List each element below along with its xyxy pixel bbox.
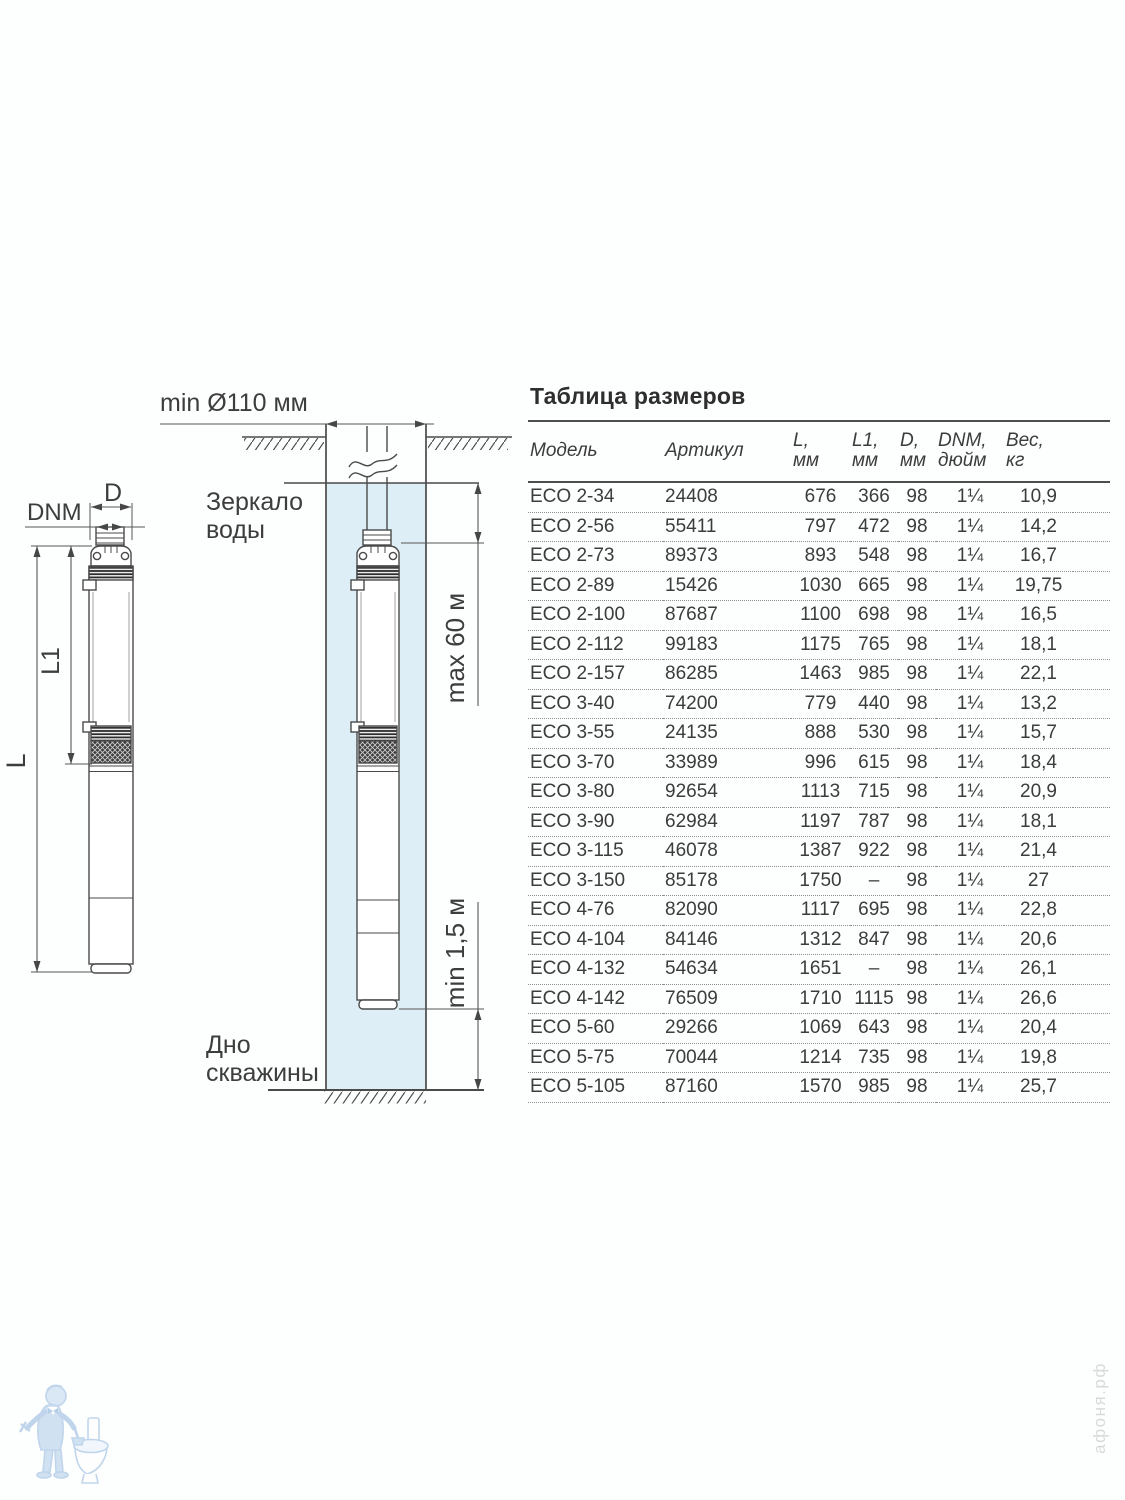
cell-L: 893 [791, 542, 850, 572]
plumber-mascot-watermark [14, 1380, 132, 1495]
pipe-break-icon [349, 465, 397, 478]
cell-L: 1651 [791, 955, 850, 985]
cell-DNM: 1¼ [936, 925, 1004, 955]
cell-L1: 715 [850, 778, 898, 808]
cell-weight: 16,7 [1004, 542, 1073, 572]
cell-DNM: 1¼ [936, 719, 1004, 749]
cell-D: 98 [898, 689, 936, 719]
table-row [528, 719, 1110, 749]
cell-spacer [1073, 807, 1110, 837]
table-row [528, 601, 1110, 631]
cell-model: ECO 3-70 [528, 748, 663, 778]
mascot-shoe [37, 1472, 51, 1478]
cell-D: 98 [898, 1073, 936, 1103]
table-row [528, 1043, 1110, 1073]
dim-d-label: D [104, 479, 123, 507]
table-row [528, 482, 1110, 512]
cell-spacer [1073, 689, 1110, 719]
dim-dnm-label: DNM [27, 499, 82, 526]
cell-DNM: 1¼ [936, 512, 1004, 542]
cell-D: 98 [898, 1043, 936, 1073]
cell-L: 1069 [791, 1014, 850, 1044]
cell-model: ECO 3-80 [528, 778, 663, 808]
table-row [528, 955, 1110, 985]
cell-DNM: 1¼ [936, 807, 1004, 837]
cell-model: ECO 4-132 [528, 955, 663, 985]
cell-L: 1175 [791, 630, 850, 660]
cell-DNM: 1¼ [936, 955, 1004, 985]
cell-spacer [1073, 1014, 1110, 1044]
cell-DNM: 1¼ [936, 748, 1004, 778]
toilet-base [82, 1474, 98, 1483]
cell-L: 1570 [791, 1073, 850, 1103]
cell-L: 1113 [791, 778, 850, 808]
col-header-model: Модель [528, 421, 663, 482]
cell-DNM: 1¼ [936, 630, 1004, 660]
cell-D: 98 [898, 896, 936, 926]
cell-article: 62984 [663, 807, 791, 837]
cell-L1: 615 [850, 748, 898, 778]
cell-D: 98 [898, 1014, 936, 1044]
cell-L1: 530 [850, 719, 898, 749]
cell-L1: 698 [850, 601, 898, 631]
cell-model: ECO 5-105 [528, 1073, 663, 1103]
mascot-shoe [54, 1472, 68, 1478]
table-row [528, 512, 1110, 542]
cell-spacer [1073, 955, 1110, 985]
table-row [528, 571, 1110, 601]
plunger-cup [72, 1438, 84, 1445]
cell-weight: 20,9 [1004, 778, 1073, 808]
cell-weight: 13,2 [1004, 689, 1073, 719]
cell-DNM: 1¼ [936, 1073, 1004, 1103]
cell-L: 1387 [791, 837, 850, 867]
cell-D: 98 [898, 660, 936, 690]
col-header-L: L, мм [791, 421, 850, 482]
cell-L1: 765 [850, 630, 898, 660]
table-row [528, 660, 1110, 690]
table-row [528, 807, 1110, 837]
cell-model: ECO 3-40 [528, 689, 663, 719]
cell-L1: 665 [850, 571, 898, 601]
cell-L1: 1115 [850, 984, 898, 1014]
cell-L: 1312 [791, 925, 850, 955]
cell-L1: 787 [850, 807, 898, 837]
cell-L1: 985 [850, 660, 898, 690]
cell-D: 98 [898, 630, 936, 660]
cell-D: 98 [898, 866, 936, 896]
cell-D: 98 [898, 984, 936, 1014]
table-row [528, 748, 1110, 778]
table-body [528, 482, 1110, 1102]
cell-model: ECO 2-89 [528, 571, 663, 601]
cell-L1: 922 [850, 837, 898, 867]
cell-weight: 20,6 [1004, 925, 1073, 955]
cell-model: ECO 3-150 [528, 866, 663, 896]
mascot-leg [55, 1450, 63, 1472]
site-watermark: афоня.рф [1090, 1362, 1109, 1454]
cell-weight: 26,1 [1004, 955, 1073, 985]
cell-weight: 25,7 [1004, 1073, 1073, 1103]
cell-L1: 735 [850, 1043, 898, 1073]
dimension-L [31, 546, 92, 972]
cell-L1: 643 [850, 1014, 898, 1044]
table-row [528, 984, 1110, 1014]
cell-L1: 548 [850, 542, 898, 572]
cell-article: 76509 [663, 984, 791, 1014]
table-row [528, 1014, 1110, 1044]
cell-D: 98 [898, 778, 936, 808]
pipe-break-icon [349, 454, 397, 467]
cell-D: 98 [898, 748, 936, 778]
table-row [528, 925, 1110, 955]
cell-D: 98 [898, 542, 936, 572]
cell-article: 24408 [663, 482, 791, 512]
cell-L: 1463 [791, 660, 850, 690]
cell-model: ECO 5-75 [528, 1043, 663, 1073]
cell-weight: 10,9 [1004, 482, 1073, 512]
table-title: Таблица размеров [530, 383, 746, 409]
dim-l-label: L [1, 753, 31, 769]
cell-D: 98 [898, 512, 936, 542]
cell-L1: 440 [850, 689, 898, 719]
well-bottom-label-line2: скважины [206, 1059, 319, 1087]
cell-weight: 19,8 [1004, 1043, 1073, 1073]
cell-D: 98 [898, 837, 936, 867]
cell-L: 996 [791, 748, 850, 778]
cell-weight: 21,4 [1004, 837, 1073, 867]
cell-article: 86285 [663, 660, 791, 690]
cell-spacer [1073, 482, 1110, 512]
table-row [528, 1073, 1110, 1103]
max-immersion-label: max 60 м [440, 592, 470, 704]
cell-article: 24135 [663, 719, 791, 749]
cell-weight: 20,4 [1004, 1014, 1073, 1044]
cell-article: 46078 [663, 837, 791, 867]
col-header-D: D, мм [898, 421, 936, 482]
cell-model: ECO 3-90 [528, 807, 663, 837]
cell-weight: 18,1 [1004, 807, 1073, 837]
cell-spacer [1073, 719, 1110, 749]
cell-weight: 19,75 [1004, 571, 1073, 601]
cell-model: ECO 2-34 [528, 482, 663, 512]
min-diameter-label: min Ø110 мм [160, 389, 308, 417]
cell-spacer [1073, 866, 1110, 896]
cell-spacer [1073, 984, 1110, 1014]
col-header-article: Артикул [663, 421, 791, 482]
cell-D: 98 [898, 601, 936, 631]
cell-L: 779 [791, 689, 850, 719]
pump-drawing-standalone [83, 527, 133, 973]
cell-D: 98 [898, 955, 936, 985]
cell-spacer [1073, 778, 1110, 808]
water-surface-label-line1: Зеркало [206, 488, 304, 516]
col-header-DNM: DNM, дюйм [936, 421, 1004, 482]
cell-DNM: 1¼ [936, 837, 1004, 867]
cell-article: 85178 [663, 866, 791, 896]
cell-weight: 22,8 [1004, 896, 1073, 926]
table-row [528, 896, 1110, 926]
cell-L: 797 [791, 512, 850, 542]
cell-spacer [1073, 630, 1110, 660]
cell-model: ECO 2-73 [528, 542, 663, 572]
size-table [528, 420, 1110, 1103]
table-header-row [528, 421, 1110, 482]
cell-article: 15426 [663, 571, 791, 601]
cell-DNM: 1¼ [936, 866, 1004, 896]
ground-level [242, 437, 512, 450]
cell-D: 98 [898, 719, 936, 749]
cell-L1: 366 [850, 482, 898, 512]
table-row [528, 866, 1110, 896]
cell-spacer [1073, 1043, 1110, 1073]
cell-weight: 16,5 [1004, 601, 1073, 631]
cell-DNM: 1¼ [936, 571, 1004, 601]
cell-D: 98 [898, 925, 936, 955]
table-row [528, 630, 1110, 660]
cell-article: 87160 [663, 1073, 791, 1103]
cell-model: ECO 4-104 [528, 925, 663, 955]
table-row [528, 837, 1110, 867]
cell-weight: 18,1 [1004, 630, 1073, 660]
cell-L1: – [850, 955, 898, 985]
cell-article: 92654 [663, 778, 791, 808]
cell-weight: 26,6 [1004, 984, 1073, 1014]
mascot-leg [43, 1450, 53, 1472]
cell-spacer [1073, 748, 1110, 778]
table-row [528, 689, 1110, 719]
cell-L1: 695 [850, 896, 898, 926]
cell-L: 676 [791, 482, 850, 512]
cell-weight: 18,4 [1004, 748, 1073, 778]
col-header-weight: Вес, кг [1004, 421, 1073, 482]
cell-L: 888 [791, 719, 850, 749]
cell-L: 1030 [791, 571, 850, 601]
min-clearance-label: min 1,5 м [440, 897, 470, 1009]
cell-article: 89373 [663, 542, 791, 572]
cell-article: 55411 [663, 512, 791, 542]
cell-DNM: 1¼ [936, 984, 1004, 1014]
cell-model: ECO 3-55 [528, 719, 663, 749]
cell-article: 84146 [663, 925, 791, 955]
cell-model: ECO 2-100 [528, 601, 663, 631]
cell-article: 74200 [663, 689, 791, 719]
cell-D: 98 [898, 807, 936, 837]
cell-L1: 472 [850, 512, 898, 542]
cell-model: ECO 2-157 [528, 660, 663, 690]
cell-DNM: 1¼ [936, 660, 1004, 690]
cell-L: 1710 [791, 984, 850, 1014]
cell-model: ECO 4-76 [528, 896, 663, 926]
cell-article: 33989 [663, 748, 791, 778]
cell-spacer [1073, 542, 1110, 572]
cell-spacer [1073, 601, 1110, 631]
cell-spacer [1073, 896, 1110, 926]
cell-DNM: 1¼ [936, 896, 1004, 926]
col-header-L1: L1, мм [850, 421, 898, 482]
cell-model: ECO 4-142 [528, 984, 663, 1014]
cell-L: 1214 [791, 1043, 850, 1073]
cell-weight: 22,1 [1004, 660, 1073, 690]
size-table-section [528, 384, 1110, 1103]
cell-article: 99183 [663, 630, 791, 660]
cell-DNM: 1¼ [936, 1014, 1004, 1044]
cell-L1: 847 [850, 925, 898, 955]
cell-article: 70044 [663, 1043, 791, 1073]
cell-weight: 15,7 [1004, 719, 1073, 749]
cell-L: 1197 [791, 807, 850, 837]
cell-article: 87687 [663, 601, 791, 631]
dim-l1-label: L1 [37, 647, 65, 675]
well-bottom-label-line1: Дно [206, 1031, 251, 1059]
cell-L: 1100 [791, 601, 850, 631]
cell-L: 1117 [791, 896, 850, 926]
cell-weight: 27 [1004, 866, 1073, 896]
cell-D: 98 [898, 571, 936, 601]
cell-spacer [1073, 512, 1110, 542]
cell-model: ECO 3-115 [528, 837, 663, 867]
cell-DNM: 1¼ [936, 482, 1004, 512]
water-surface-label-line2: воды [206, 516, 265, 544]
cell-L: 1750 [791, 866, 850, 896]
cell-L1: 985 [850, 1073, 898, 1103]
pump-installation-diagram [0, 380, 520, 1110]
cell-L1: – [850, 866, 898, 896]
cell-DNM: 1¼ [936, 1043, 1004, 1073]
cell-spacer [1073, 837, 1110, 867]
well-bottom [268, 1090, 484, 1104]
cell-weight: 14,2 [1004, 512, 1073, 542]
cell-model: ECO 2-112 [528, 630, 663, 660]
table-row [528, 778, 1110, 808]
cell-D: 98 [898, 482, 936, 512]
cell-DNM: 1¼ [936, 601, 1004, 631]
cell-spacer [1073, 571, 1110, 601]
cell-spacer [1073, 925, 1110, 955]
cell-spacer [1073, 1073, 1110, 1103]
cell-model: ECO 2-56 [528, 512, 663, 542]
col-header-spacer [1073, 421, 1110, 482]
cell-spacer [1073, 660, 1110, 690]
cell-model: ECO 5-60 [528, 1014, 663, 1044]
table-row [528, 542, 1110, 572]
cell-DNM: 1¼ [936, 542, 1004, 572]
cell-article: 82090 [663, 896, 791, 926]
cell-article: 54634 [663, 955, 791, 985]
cell-article: 29266 [663, 1014, 791, 1044]
pump-drawing-in-well [351, 530, 399, 1009]
cell-DNM: 1¼ [936, 778, 1004, 808]
cell-DNM: 1¼ [936, 689, 1004, 719]
